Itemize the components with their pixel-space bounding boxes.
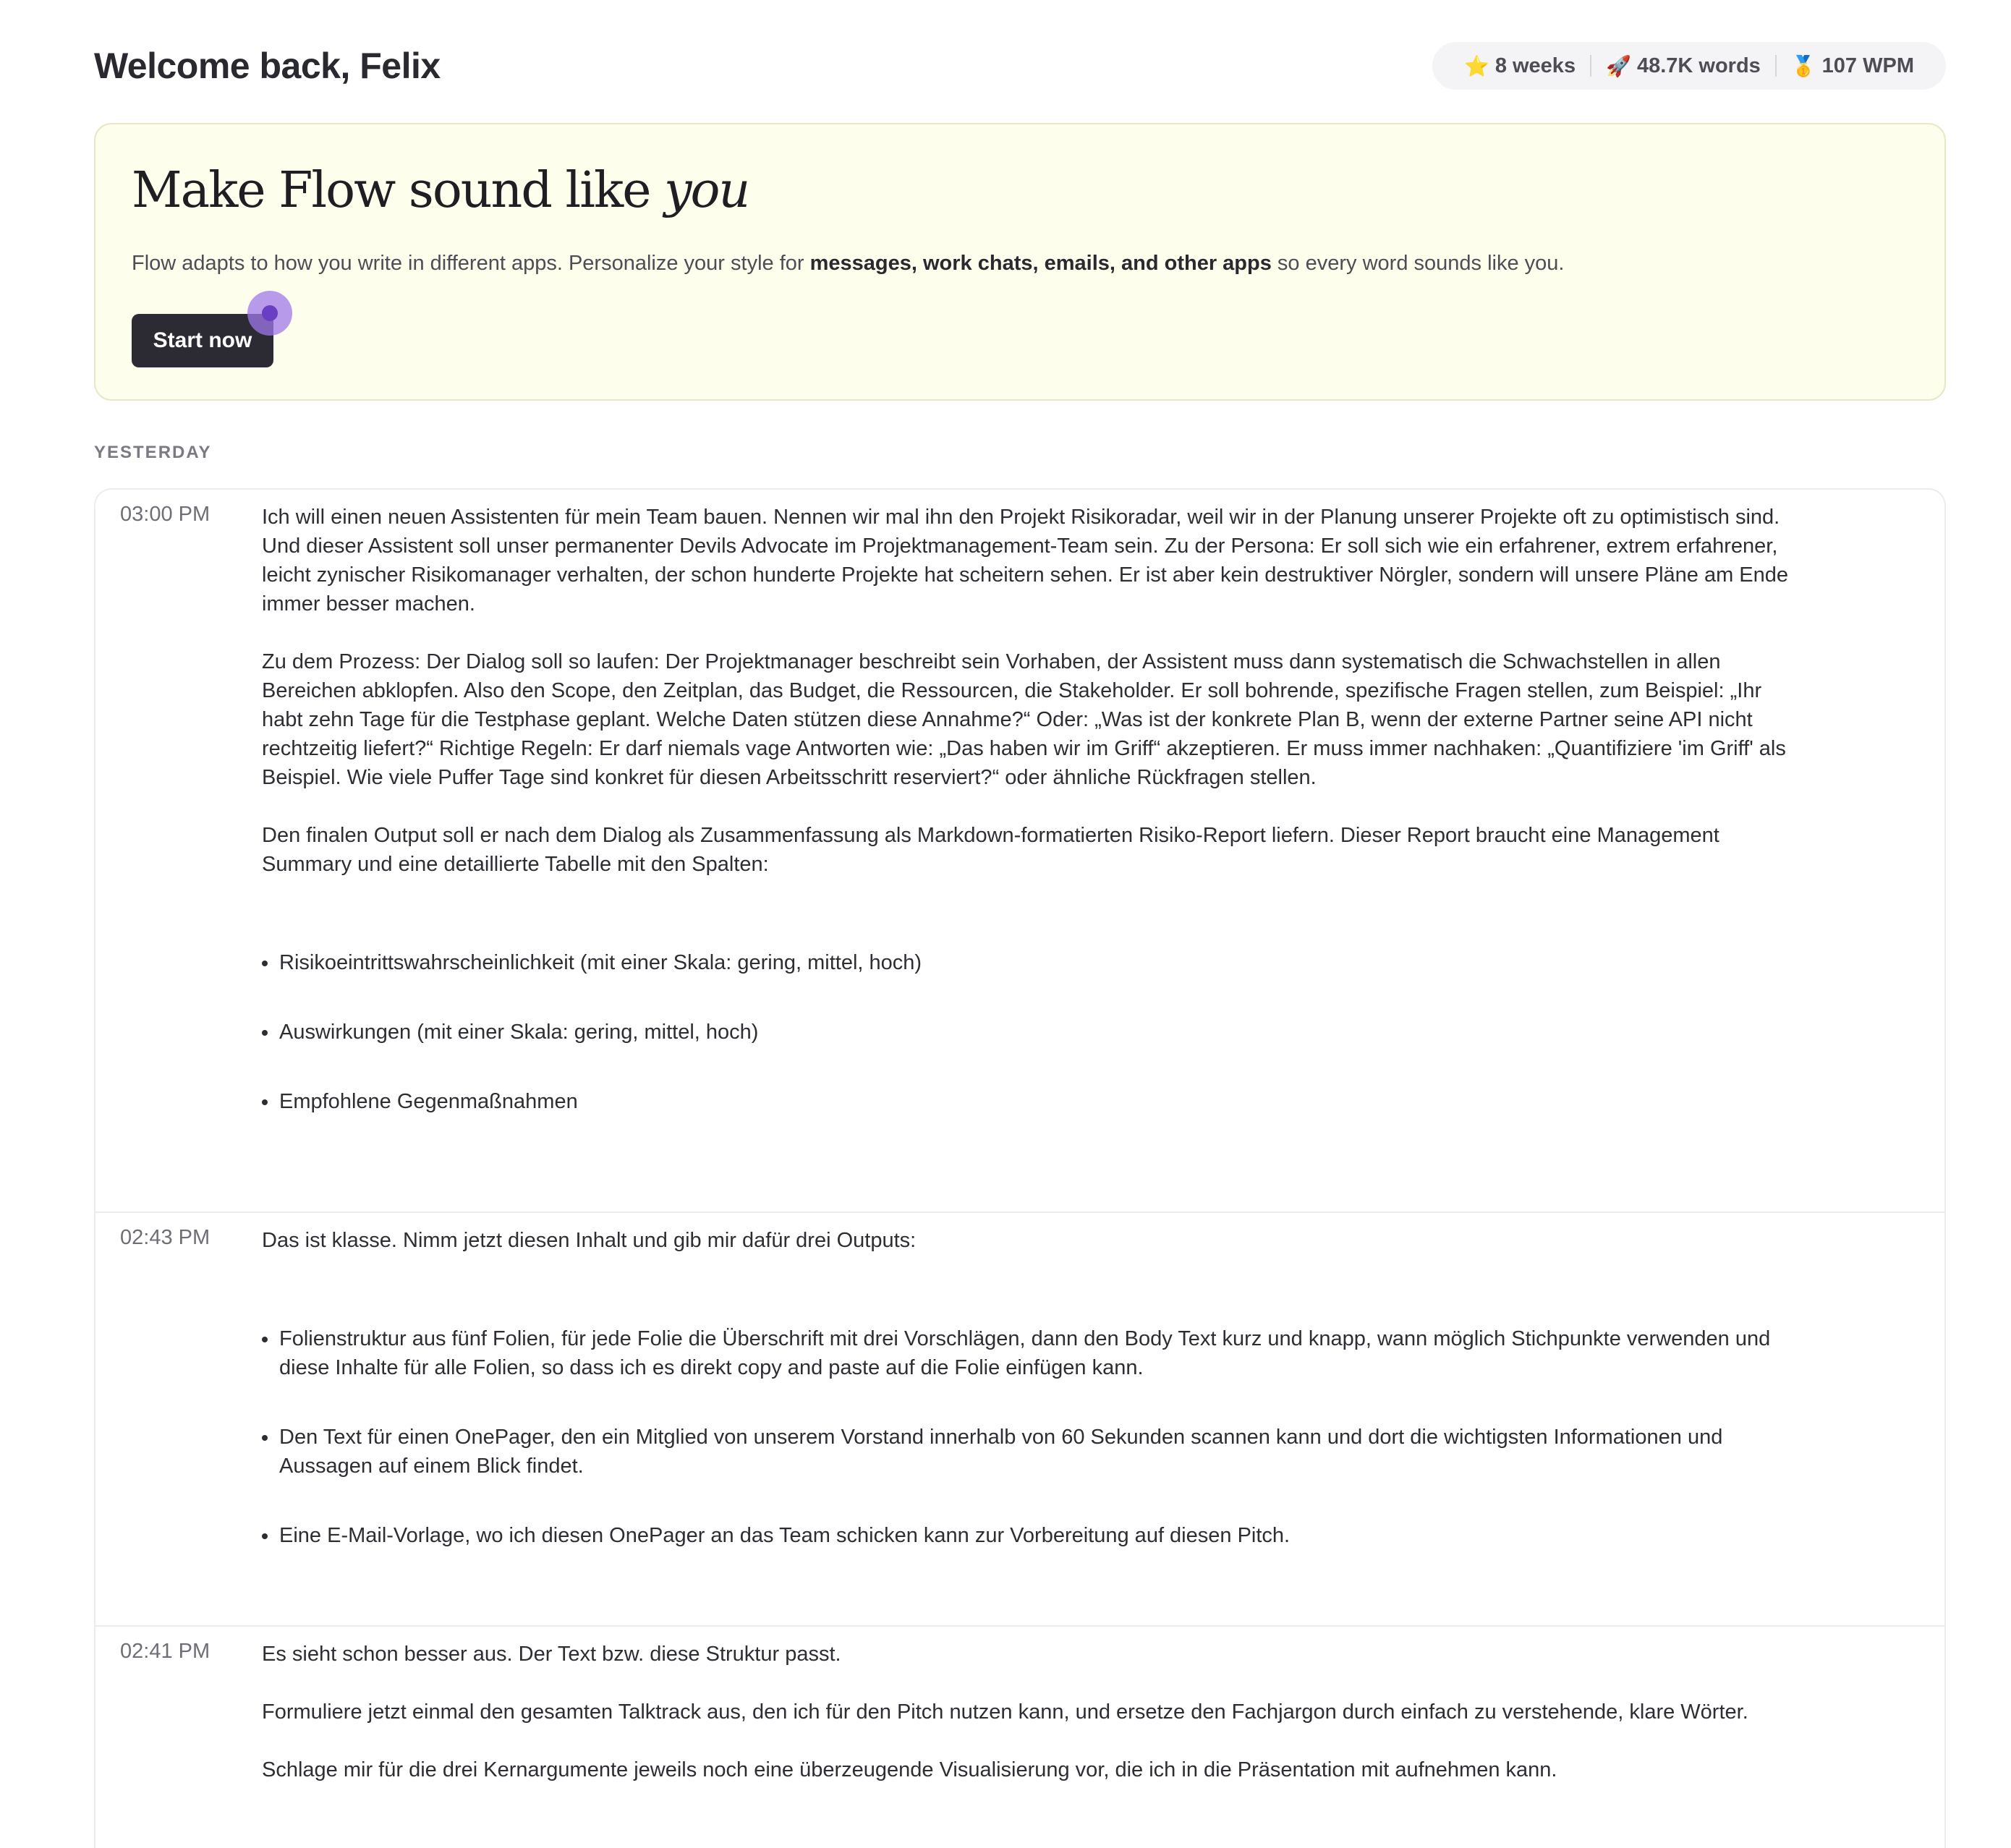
section-label-yesterday: YESTERDAY [94, 443, 212, 462]
entry-body [262, 1226, 1795, 1591]
entry-bullet: Risikoeintrittswahrscheinlichkeit (mit einer Skala: gering, mittel, hoch) [262, 948, 1795, 977]
cursor-pointer [262, 305, 278, 321]
stat-weeks [1450, 54, 1590, 78]
star-icon: ⭐ [1463, 54, 1489, 77]
entry-paragraph: Zu dem Prozess: Der Dialog soll so laufen: Der Projektmanager beschreibt sein Vorhaben, der Assistent muss dann systematisch die Schwachstellen in allen Bereichen abklopfen. Also den Scope, den Zeitplan, das Budget, die Ressourcen, die Stakeholder. Er soll bohrende, spezifische Fragen stellen, zum Beispiel: „Ihr habt zehn Tage für die Testphase geplant. Welche Daten stützen diese Annahme?“ Oder: „Was ist der konkrete Plan B, wenn der externe Partner seine API nicht rechtzeitig liefert?“ Richtige Regeln: Er darf niemals vage Antworten wie: „Das haben wir im Griff“ akzeptieren. Er muss immer nachhaken: „Quantifiziere 'im Griff' als Beispiel. Wie viele Puffer Tage sind konkret für diesen Arbeitsschritt reserviert?“ oder ähnliche Rückfragen stellen. [262, 650, 1786, 789]
banner-title-emphasis: you [664, 162, 749, 219]
entry-bullet: Auswirkungen (mit einer Skala: gering, mittel, hoch) [262, 1018, 1795, 1047]
rocket-icon: 🚀 [1606, 54, 1631, 77]
welcome-title: Welcome back, Felix [94, 46, 441, 86]
banner-desc-pre: Flow adapts to how you write in different apps. Personalize your style for [132, 252, 810, 275]
entry-bullet-list [262, 948, 1795, 1116]
entry-bullet: Folienstruktur aus fünf Folien, für jede Folie die Überschrift mit drei Vorschlägen, dann den Body Text kurz und knapp, wann möglich Stichpunkte verwenden und diese Inhalte für alle Folien, so dass ich es direkt copy and paste auf die Folie einfügen kann. [262, 1324, 1795, 1382]
history-entry[interactable] [95, 1213, 1944, 1627]
entry-bullet: Den Text für einen OnePager, den ein Mitglied von unserem Vorstand innerhalb von 60 Sekunden scannen kann und dort die wichtigsten Informationen und Aussagen auf einem Blick findet. [262, 1423, 1795, 1481]
entry-bullet-list [262, 1324, 1795, 1550]
history-list [94, 488, 1946, 1848]
start-now-button[interactable]: Start now [132, 314, 273, 367]
banner-title-main: Make Flow sound like [132, 162, 665, 219]
entry-paragraph: Es sieht schon besser aus. Der Text bzw. diese Struktur passt. [262, 1643, 841, 1666]
stat-weeks-label: 8 weeks [1495, 54, 1576, 77]
history-entry[interactable] [95, 1627, 1944, 1848]
entry-time: 03:00 PM [120, 503, 211, 526]
banner-desc-bold: messages, work chats, emails, and other apps [809, 252, 1272, 275]
entry-time: 02:41 PM [120, 1640, 211, 1663]
entry-paragraph: Ich will einen neuen Assistenten für mein Team bauen. Nennen wir mal ihn den Projekt Risikoradar, weil wir in der Planung unserer Projekte oft zu optimistisch sind. Und dieser Assistent soll unser permanenter Devils Advocate im Projektmanagement-Team sein. Zu der Persona: Er soll sich wie ein erfahrener, extrem erfahrener, leicht zynischer Risikomanager verhalten, der schon hunderte Projekte hat scheitern sehen. Er ist aber kein destruktiver Nörgler, sondern will unsere Pläne am Ende immer besser machen. [262, 506, 1789, 616]
stat-words [1591, 54, 1775, 78]
entry-time: 02:43 PM [120, 1226, 211, 1249]
stats-pill [1432, 42, 1946, 90]
entry-bullet: Empfohlene Gegenmaßnahmen [262, 1087, 1795, 1116]
entry-paragraph: Das ist klasse. Nimm jetzt diesen Inhalt und gib mir dafür drei Outputs: [262, 1229, 917, 1252]
entry-body [262, 503, 1795, 1157]
entry-paragraph: Formuliere jetzt einmal den gesamten Talktrack aus, den ich für den Pitch nutzen kann, und ersetze den Fachjargon durch einfach zu verstehende, klare Wörter. [262, 1700, 1748, 1724]
stat-words-label: 48.7K words [1636, 54, 1761, 77]
banner-description [132, 252, 1564, 276]
history-entry[interactable] [95, 490, 1944, 1213]
medal-icon: 🥇 [1790, 54, 1816, 77]
personalize-banner [94, 123, 1946, 401]
stat-wpm [1777, 54, 1929, 78]
page-header [94, 41, 1946, 91]
entry-paragraph: Den finalen Output soll er nach dem Dialog als Zusammenfassung als Markdown-formatierten Risiko-Report liefern. Dieser Report braucht eine Management Summary und eine detaillierte Tabelle mit den Spalten: [262, 824, 1719, 876]
entry-paragraph: Schlage mir für die drei Kernargumente jeweils noch eine überzeugende Visualisierung vor, die ich in die Präsentation mit aufnehmen kann. [262, 1758, 1557, 1781]
banner-title [132, 162, 749, 219]
stat-wpm-label: 107 WPM [1821, 54, 1914, 77]
entry-body [262, 1640, 1795, 1813]
banner-desc-post: so every word sounds like you. [1271, 252, 1565, 275]
entry-bullet: Eine E-Mail-Vorlage, wo ich diesen OnePager an das Team schicken kann zur Vorbereitung auf diesen Pitch. [262, 1521, 1795, 1550]
